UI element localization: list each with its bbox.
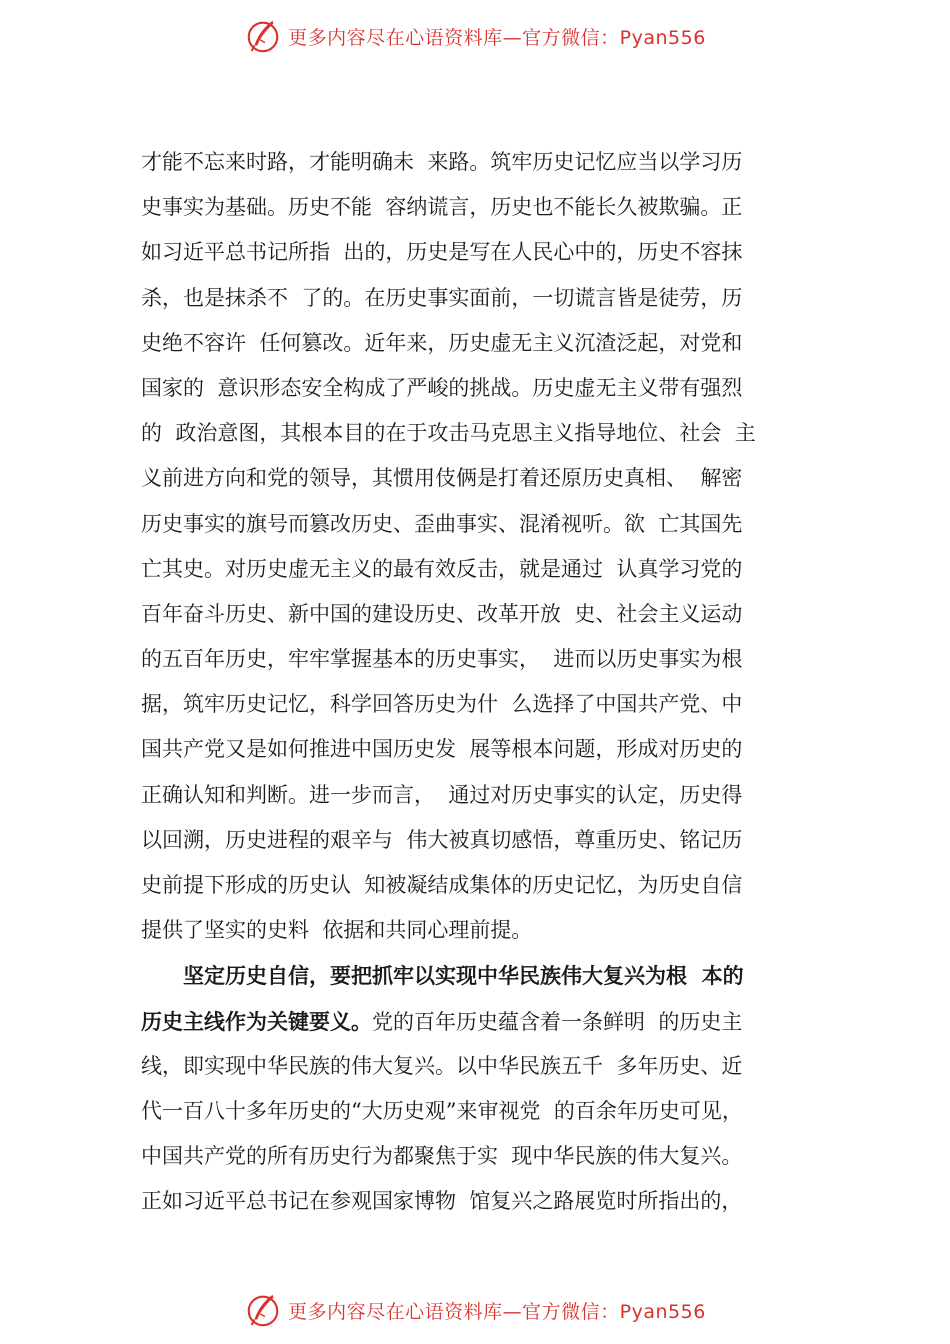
text-line: 史事实为基础。历史不能 容纳谎言，历史也不能长久被欺骗。正 <box>141 195 743 220</box>
text-run: 党的百年历史蕴含着一条鲜明 的历史主 <box>372 1009 743 1034</box>
text-line: 如习近平总书记所指 出的，历史是写在人民心中的，历史不容抹 <box>141 240 743 265</box>
text-line: 据，筑牢历史记忆，科学回答历史为什 么选择了中国共产党、中 <box>141 692 743 717</box>
watermark-text: 更多内容尽在心语资料库—官方微信：Pyan556 <box>288 1300 706 1323</box>
text-line: 的 政治意图，其根本目的在于攻击马克思主义指导地位、社会 主 <box>141 421 756 446</box>
text-line: 国共产党又是如何推进中国历史发 展等根本问题，形成对历史的 <box>141 737 743 762</box>
section-heading-line: 坚定历史自信，要把抓牢以实现中华民族伟大复兴为根 本的 <box>183 963 744 989</box>
text-line: 中国共产党的所有历史行为都聚焦于实 现中华民族的伟大复兴。 <box>141 1144 743 1169</box>
text-line: 的五百年历史，牢牢掌握基本的历史事实， 进而以历史事实为根 <box>141 647 743 672</box>
text-line: 才能不忘来时路，才能明确未 来路。筑牢历史记忆应当以学习历 <box>141 150 743 174</box>
quill-pen-circle-icon <box>244 1291 282 1329</box>
text-line: 史绝不容许 任何篡改。近年来，历史虚无主义沉渣泛起，对党和 <box>141 330 743 355</box>
text-line: 正确认知和判断。进一步而言， 通过对历史事实的认定，历史得 <box>141 782 743 807</box>
text-line: 史前提下形成的历史认 知被凝结成集体的历史记忆，为历史自信 <box>141 873 743 897</box>
text-line: 亡其史。对历史虚无主义的最有效反击，就是通过 认真学习党的 <box>141 556 743 581</box>
text-line: 以回溯，历史进程的艰辛与 伟大被真切感悟，尊重历史、铭记历 <box>141 827 743 852</box>
footer-watermark <box>0 1288 950 1332</box>
quill-pen-circle-icon <box>244 17 282 55</box>
text-line: 正如习近平总书记在参观国家博物 馆复兴之路展览时所指出的， <box>141 1189 743 1214</box>
section-heading-end: 历史主线作为关键要义。 <box>141 1008 372 1034</box>
text-line <box>141 999 841 1044</box>
text-line: 杀，也是抹杀不 了的。在历史事实面前，一切谎言皆是徒劳，历 <box>141 285 743 310</box>
text-line: 历史事实的旗号而篡改历史、歪曲事实、混淆视听。欲 亡其国先 <box>141 511 743 536</box>
text-line: 百年奋斗历史、新中国的建设历史、改革开放 史、社会主义运动 <box>141 601 743 626</box>
text-line: 义前进方向和党的领导，其惯用伎俩是打着还原历史真相、 解密 <box>141 466 743 491</box>
text-line: 代一百八十多年历史的“大历史观”来审视党 的百余年历史可见， <box>141 1098 743 1123</box>
document-body <box>141 140 841 1225</box>
text-line: 国家的 意识形态安全构成了严峻的挑战。历史虚无主义带有强烈 <box>141 375 743 400</box>
header-watermark <box>0 14 950 58</box>
text-line: 提供了坚实的史料 依据和共同心理前提。 <box>141 918 533 943</box>
text-line: 线，即实现中华民族的伟大复兴。以中华民族五千 多年历史、近 <box>141 1053 743 1078</box>
watermark-text: 更多内容尽在心语资料库—官方微信：Pyan556 <box>288 26 706 49</box>
